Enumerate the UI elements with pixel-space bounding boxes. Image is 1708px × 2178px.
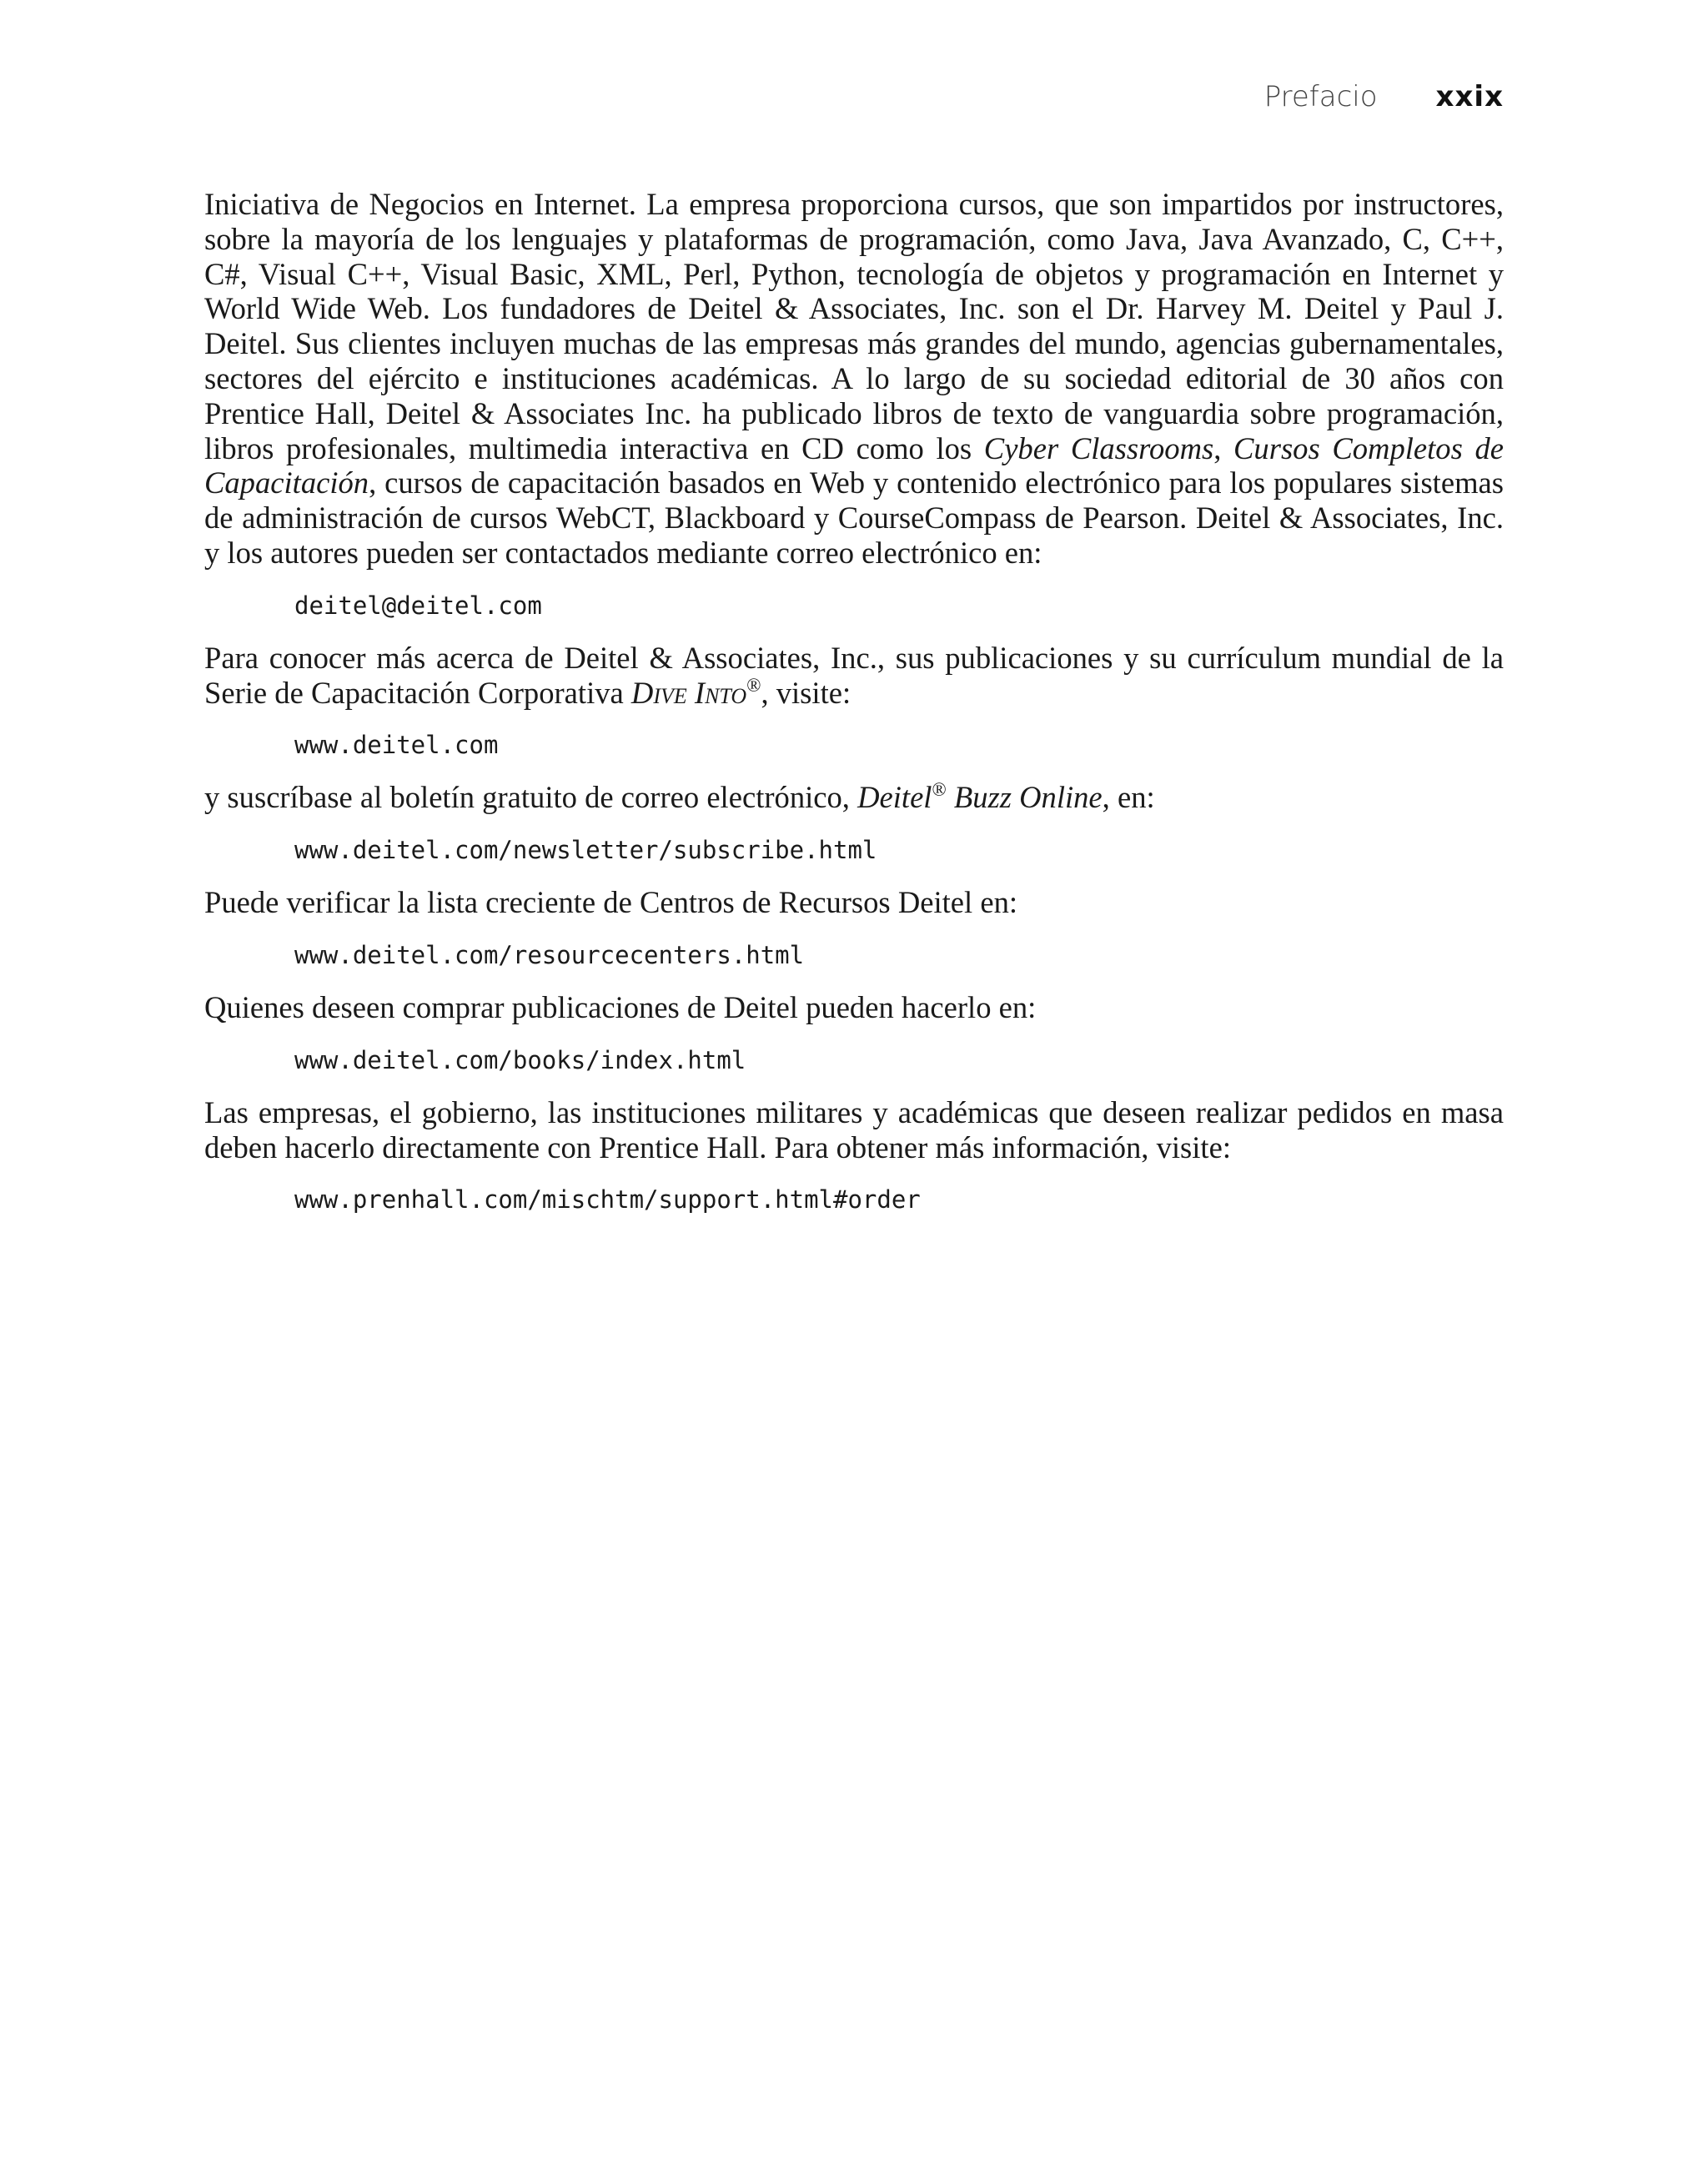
email-address[interactable]: deitel@deitel.com: [294, 591, 542, 620]
registered-mark: ®: [932, 779, 947, 801]
paragraph-bulk-orders: Las empresas, el gobierno, las instituciones militares y académicas que deseen realizar pedidos en masa deben hacerlo directamente con Prentice Hall. Para obtener más información, visite:: [204, 1094, 1504, 1164]
paragraph-text: , visite:: [761, 675, 851, 710]
url-deitel-home[interactable]: www.deitel.com: [294, 731, 499, 760]
italic-buzz-online: Buzz Online: [946, 780, 1103, 815]
page-number: xxix: [1435, 80, 1504, 113]
brand-dive-into: Dive Into: [630, 675, 747, 710]
url-resource-centers[interactable]: www.deitel.com/resourcecenters.html: [294, 940, 805, 969]
body-text: [204, 187, 1504, 1235]
paragraph-text: Iniciativa de Negocios en Internet. La empresa proporciona cursos, que son impartidos por instructores, sobre la mayoría de los lenguajes y plataformas de programación, como Java, Java Avanzado, C, C++, C#, Visual C++, Visual Basic, XML, Perl, Python, tecnología de objetos y programación en Internet y World Wide Web. Los fundadores de Deitel & Associates, Inc. son el Dr. Harvey M. Deitel y Paul J. Deitel. Sus clientes incluyen muchas de las empresas más grandes del mundo, agencias gubernamentales, sectores del ejército e instituciones académicas. A lo largo de su sociedad editorial de 30 años con Prentice Hall, Deitel & Associates Inc. ha publicado libros de texto de vanguardia sobre programación, libros profesionales, multimedia interactiva en CD como los: [204, 187, 1504, 465]
paragraph-text: , cursos de capacitación basados en Web y contenido electrónico para los populares sistemas de administración de cursos WebCT, Blackboard y CourseCompass de Pearson. Deitel & Associates, Inc. y los autores pueden ser contactados mediante correo electrónico en:: [204, 465, 1504, 570]
paragraph-company-description: [204, 187, 1504, 571]
registered-mark: ®: [746, 674, 761, 696]
paragraph-text: Para conocer más acerca de Deitel & Associates, Inc., sus publicaciones y su currículum mundial de la Serie de Capacitación Corporativa: [204, 640, 1504, 710]
paragraph-newsletter: [204, 780, 1504, 815]
italic-deitel: Deitel: [857, 780, 932, 815]
paragraph-learn-more: [204, 641, 1504, 711]
url-prenhall-order[interactable]: www.prenhall.com/mischtm/support.html#order: [294, 1185, 921, 1215]
paragraph-text: y suscríbase al boletín gratuito de correo electrónico,: [204, 780, 858, 815]
running-head-section: Prefacio: [1263, 80, 1378, 113]
running-head: [1264, 80, 1504, 113]
url-newsletter[interactable]: www.deitel.com/newsletter/subscribe.html: [294, 836, 877, 865]
paragraph-buy-publications: Quienes deseen comprar publicaciones de Deitel pueden hacerlo en:: [204, 989, 1037, 1024]
paragraph-resource-centers: Puede verificar la lista creciente de Centros de Recursos Deitel en:: [204, 885, 1018, 920]
italic-title-cursos-completos: Cursos Completos de Capacitación: [204, 430, 1504, 500]
separator: ,: [1213, 430, 1234, 465]
italic-title-cyber-classrooms: Cyber Classrooms: [983, 430, 1214, 465]
paragraph-text: , en:: [1102, 780, 1155, 815]
url-books[interactable]: www.deitel.com/books/index.html: [294, 1045, 746, 1074]
